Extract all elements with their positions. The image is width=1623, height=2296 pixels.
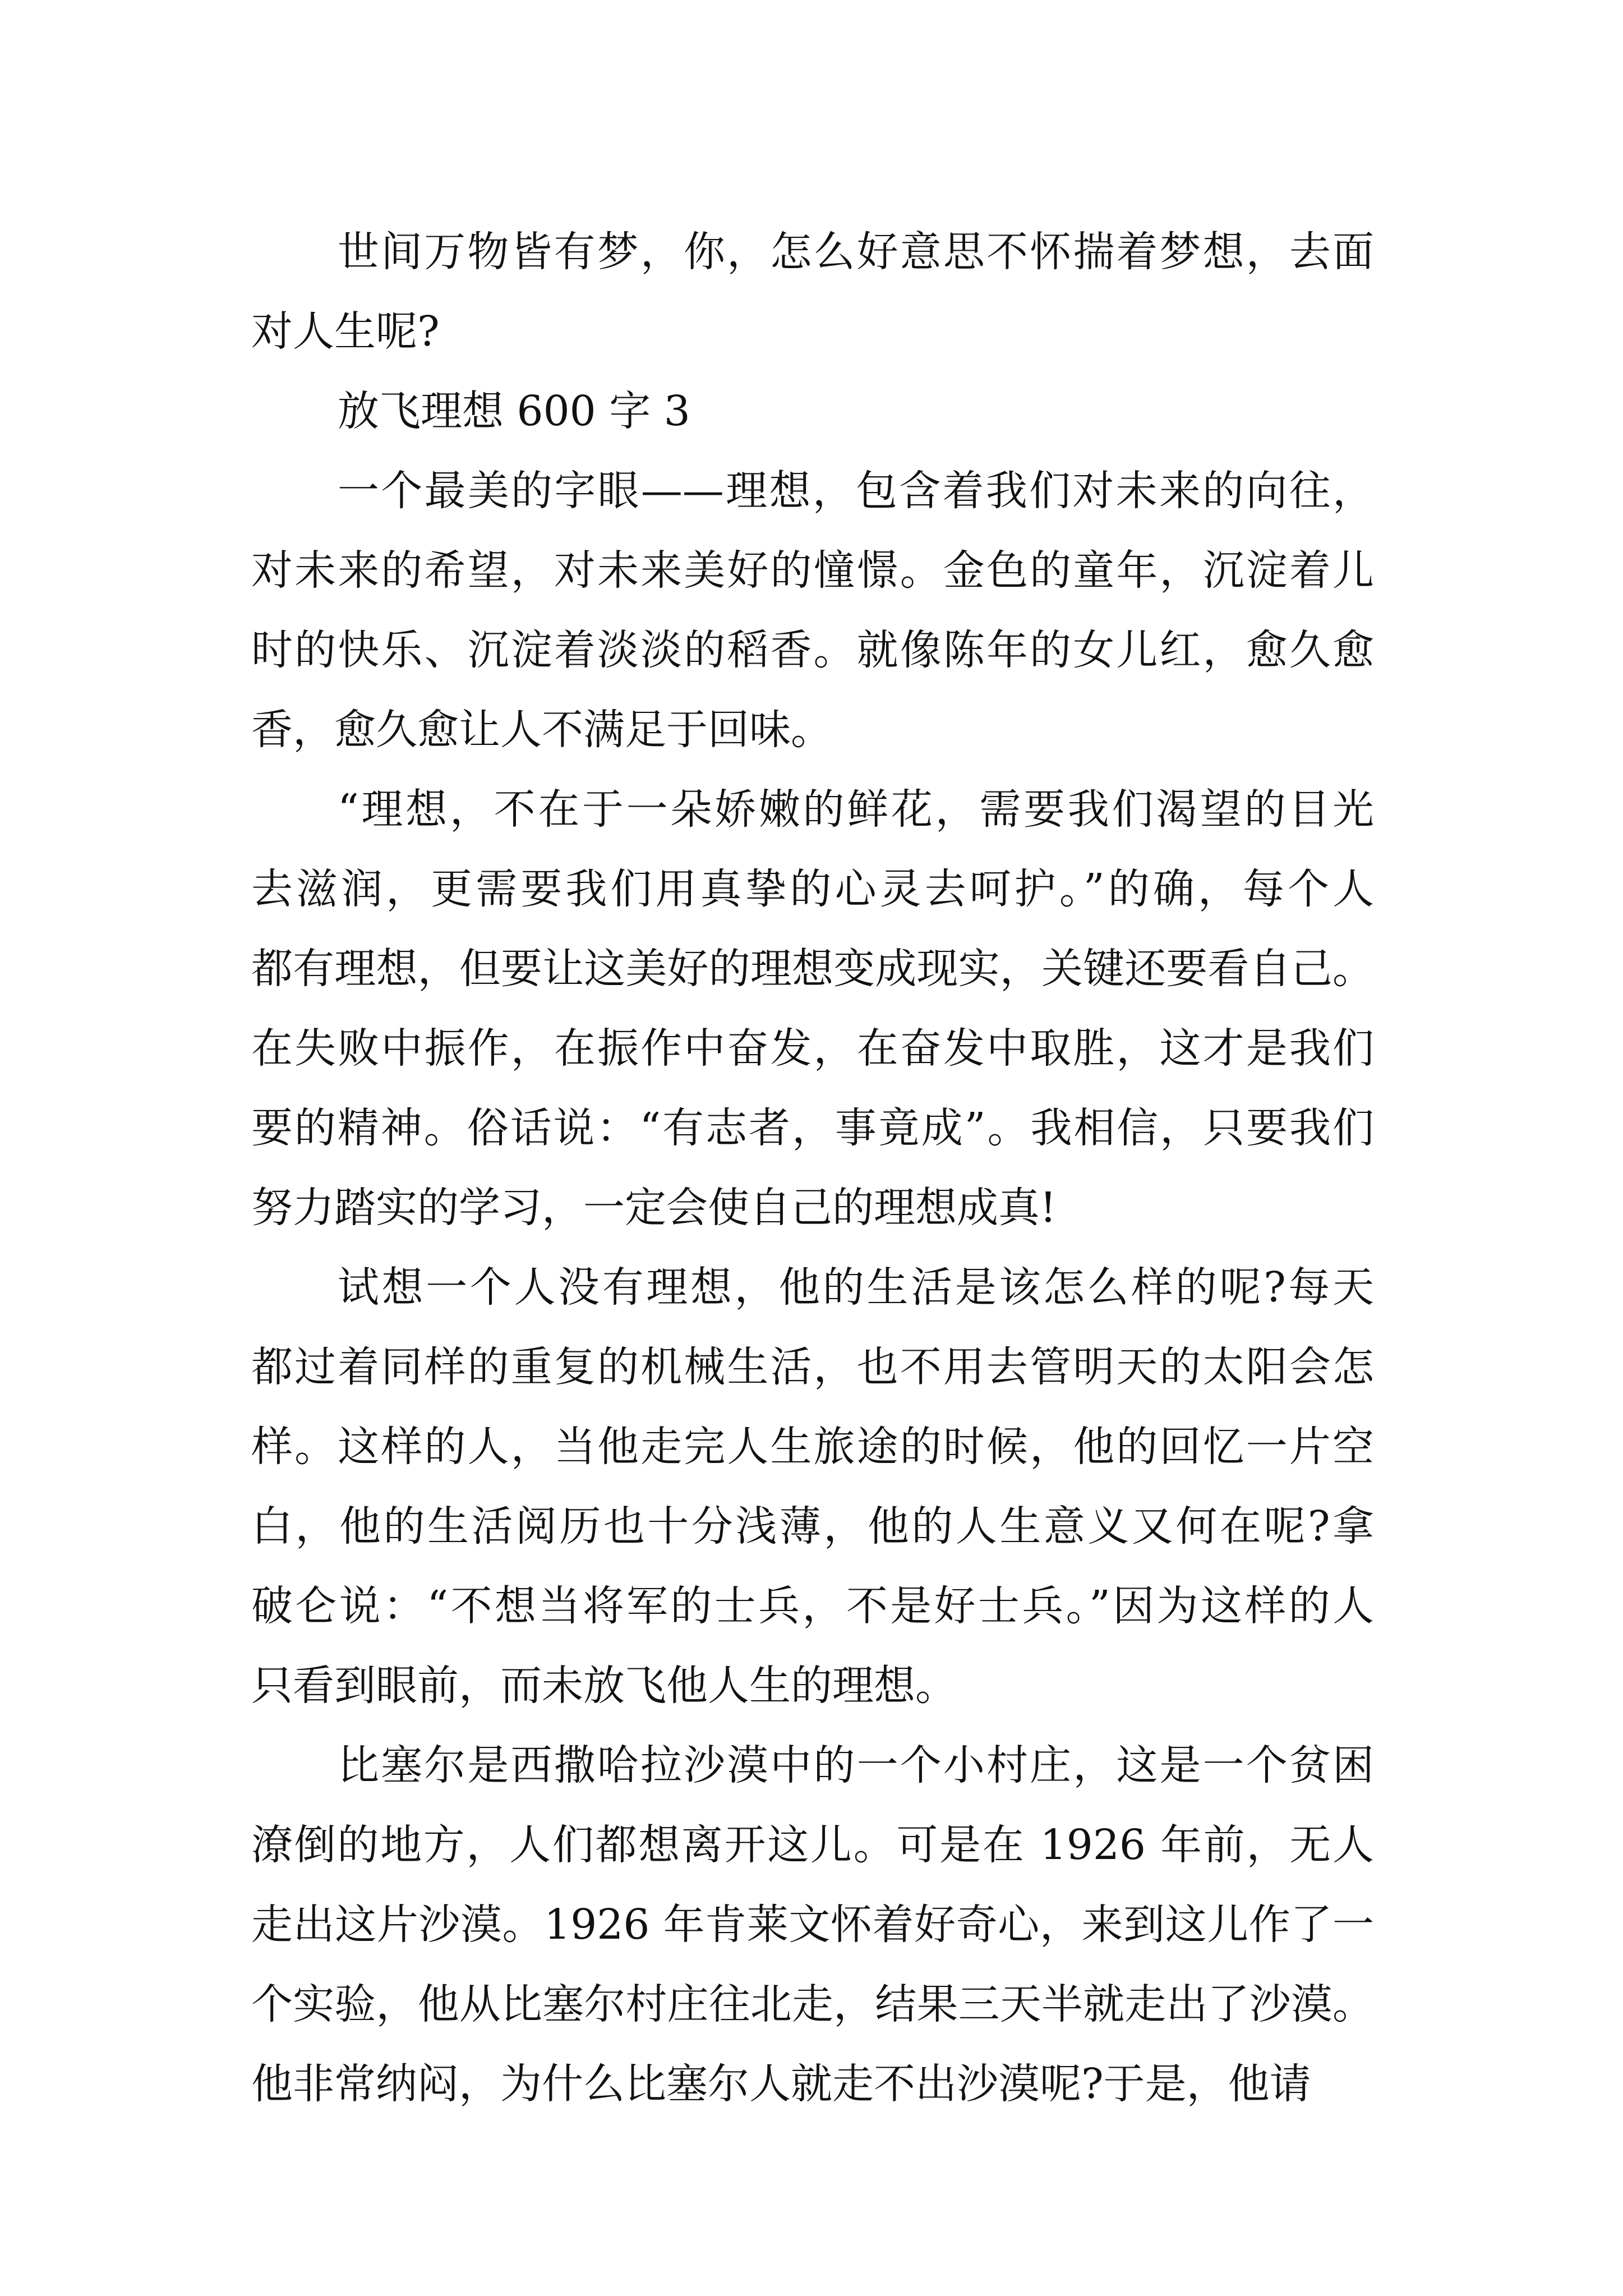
text-line: 走出这片沙漠。1926 年肯莱文怀着好奇心，来到这儿作了一 bbox=[251, 1901, 1374, 1949]
section-heading bbox=[251, 371, 1374, 451]
text-line: 他非常纳闷，为什么比塞尔人就走不出沙漠呢?于是，他请 bbox=[251, 2060, 1311, 2108]
essay-body bbox=[251, 212, 1374, 2124]
text-line: 个实验，他从比塞尔村庄往北走，结果三天半就走出了沙漠。 bbox=[251, 1980, 1374, 2028]
text-line: 时的快乐、沉淀着淡淡的稻香。就像陈年的女儿红，愈久愈 bbox=[251, 626, 1374, 674]
text-line: 在失败中振作，在振作中奋发，在奋发中取胜，这才是我们 bbox=[251, 1024, 1374, 1073]
paragraph bbox=[251, 451, 1374, 770]
text-line: 样。这样的人，当他走完人生旅途的时候，他的回忆一片空 bbox=[251, 1423, 1374, 1471]
text-line: 都有理想，但要让这美好的理想变成现实，关键还要看自己。 bbox=[251, 945, 1374, 993]
paragraph bbox=[251, 770, 1374, 1248]
text-line: 比塞尔是西撒哈拉沙漠中的一个小村庄，这是一个贫困 bbox=[338, 1741, 1374, 1789]
text-line: 对未来的希望，对未来美好的憧憬。金色的童年，沉淀着儿 bbox=[251, 546, 1374, 595]
text-line: 香，愈久愈让人不满足于回味。 bbox=[251, 706, 832, 754]
paragraph bbox=[251, 1726, 1374, 2124]
paragraph bbox=[251, 212, 1374, 371]
text-line: 只看到眼前，而未放飞他人生的理想。 bbox=[251, 1662, 957, 1710]
text-line: 去滋润，更需要我们用真挚的心灵去呵护。”的确，每个人 bbox=[251, 865, 1374, 913]
text-line: 白，他的生活阅历也十分浅薄，他的人生意义又何在呢?拿 bbox=[251, 1502, 1374, 1550]
text-line: 潦倒的地方，人们都想离开这儿。可是在 1926 年前，无人 bbox=[251, 1821, 1374, 1869]
text-line: 努力踏实的学习，一定会使自己的理想成真! bbox=[251, 1184, 1057, 1232]
text-line: 要的精神。俗话说：“有志者，事竟成”。我相信，只要我们 bbox=[251, 1104, 1374, 1152]
text-line: 破仑说：“不想当将军的士兵，不是好士兵。”因为这样的人 bbox=[251, 1582, 1374, 1630]
text-line: 世间万物皆有梦，你，怎么好意思不怀揣着梦想，去面 bbox=[338, 228, 1374, 276]
text-line: 对人生呢? bbox=[251, 307, 440, 356]
text-line: “理想，不在于一朵娇嫩的鲜花，需要我们渴望的目光 bbox=[338, 785, 1374, 834]
text-line: 试想一个人没有理想，他的生活是该怎么样的呢?每天 bbox=[338, 1263, 1374, 1312]
text-line: 一个最美的字眼——理想，包含着我们对未来的向往， bbox=[338, 467, 1374, 515]
text-line: 都过着同样的重复的机械生活，也不用去管明天的太阳会怎 bbox=[251, 1343, 1374, 1391]
paragraph bbox=[251, 1248, 1374, 1726]
heading-text: 放飞理想 600 字 3 bbox=[338, 387, 690, 435]
